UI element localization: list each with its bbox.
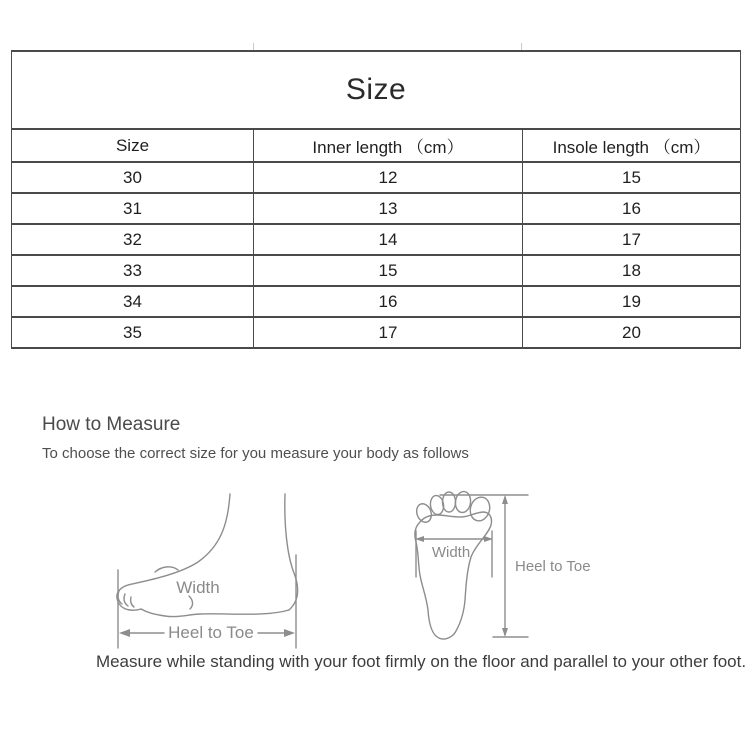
cell-size: 33	[12, 255, 254, 286]
side-view-width-label: Width	[176, 578, 220, 597]
toe-crease-3	[131, 597, 134, 607]
cell-size: 30	[12, 162, 254, 193]
table-title: Size	[12, 51, 741, 129]
foot-side-view-drawing	[100, 470, 330, 660]
cell-insole-length: 18	[523, 255, 741, 286]
cell-insole-length: 15	[523, 162, 741, 193]
table-top-tick-left	[253, 43, 254, 50]
cell-inner-length: 13	[254, 193, 523, 224]
how-to-measure-heading: How to Measure	[42, 414, 181, 435]
column-header-inner-length: Inner length （cm）	[254, 129, 523, 162]
sole-outline	[415, 512, 492, 639]
cell-insole-length: 16	[523, 193, 741, 224]
table-title-row	[12, 51, 741, 129]
table-row	[12, 193, 741, 224]
foot-top-view-diagram	[385, 465, 615, 665]
table-row	[12, 224, 741, 255]
table-top-tick-right	[521, 43, 522, 50]
cell-inner-length: 14	[254, 224, 523, 255]
table-row	[12, 317, 741, 348]
table-row	[12, 162, 741, 193]
table-row	[12, 286, 741, 317]
top-view-width-label: Width	[431, 544, 471, 561]
cell-inner-length: 16	[254, 286, 523, 317]
foot-toes-outline	[117, 585, 141, 610]
table-header-row	[12, 129, 741, 162]
column-header-insole-length: Insole length （cm）	[523, 129, 741, 162]
cell-insole-length: 20	[523, 317, 741, 348]
cell-inner-length: 17	[254, 317, 523, 348]
cell-insole-length: 17	[523, 224, 741, 255]
cell-size: 32	[12, 224, 254, 255]
how-to-measure-subtitle: To choose the correct size for you measure your body as follows	[42, 445, 469, 462]
foot-top-view-drawing	[385, 465, 615, 660]
cell-size: 35	[12, 317, 254, 348]
measure-instruction-caption: Measure while standing with your foot firmly on the floor and parallel to your other foot.	[95, 652, 747, 671]
arrowhead-left-icon	[119, 629, 130, 637]
foot-knuckle-arc	[155, 567, 178, 572]
table-row	[12, 255, 741, 286]
width-pointer-hook	[189, 596, 193, 609]
cell-inner-length: 12	[254, 162, 523, 193]
cell-inner-length: 15	[254, 255, 523, 286]
cell-size: 31	[12, 193, 254, 224]
arrowhead-right-icon	[284, 629, 295, 637]
cell-size: 34	[12, 286, 254, 317]
toe-big	[468, 495, 493, 523]
arrowhead-down-icon	[502, 628, 508, 637]
arrowhead-up-icon	[502, 495, 508, 504]
foot-instep-line	[128, 494, 230, 585]
size-chart-table	[11, 50, 741, 349]
toe-crease-2	[124, 594, 128, 606]
column-header-size: Size	[12, 129, 254, 162]
toe-second	[454, 491, 472, 514]
top-view-length-label: Heel to Toe	[515, 558, 591, 575]
foot-side-view-diagram	[100, 470, 330, 665]
cell-insole-length: 19	[523, 286, 741, 317]
side-view-length-label: Heel to Toe	[168, 623, 254, 642]
foot-sole-line	[141, 609, 289, 617]
